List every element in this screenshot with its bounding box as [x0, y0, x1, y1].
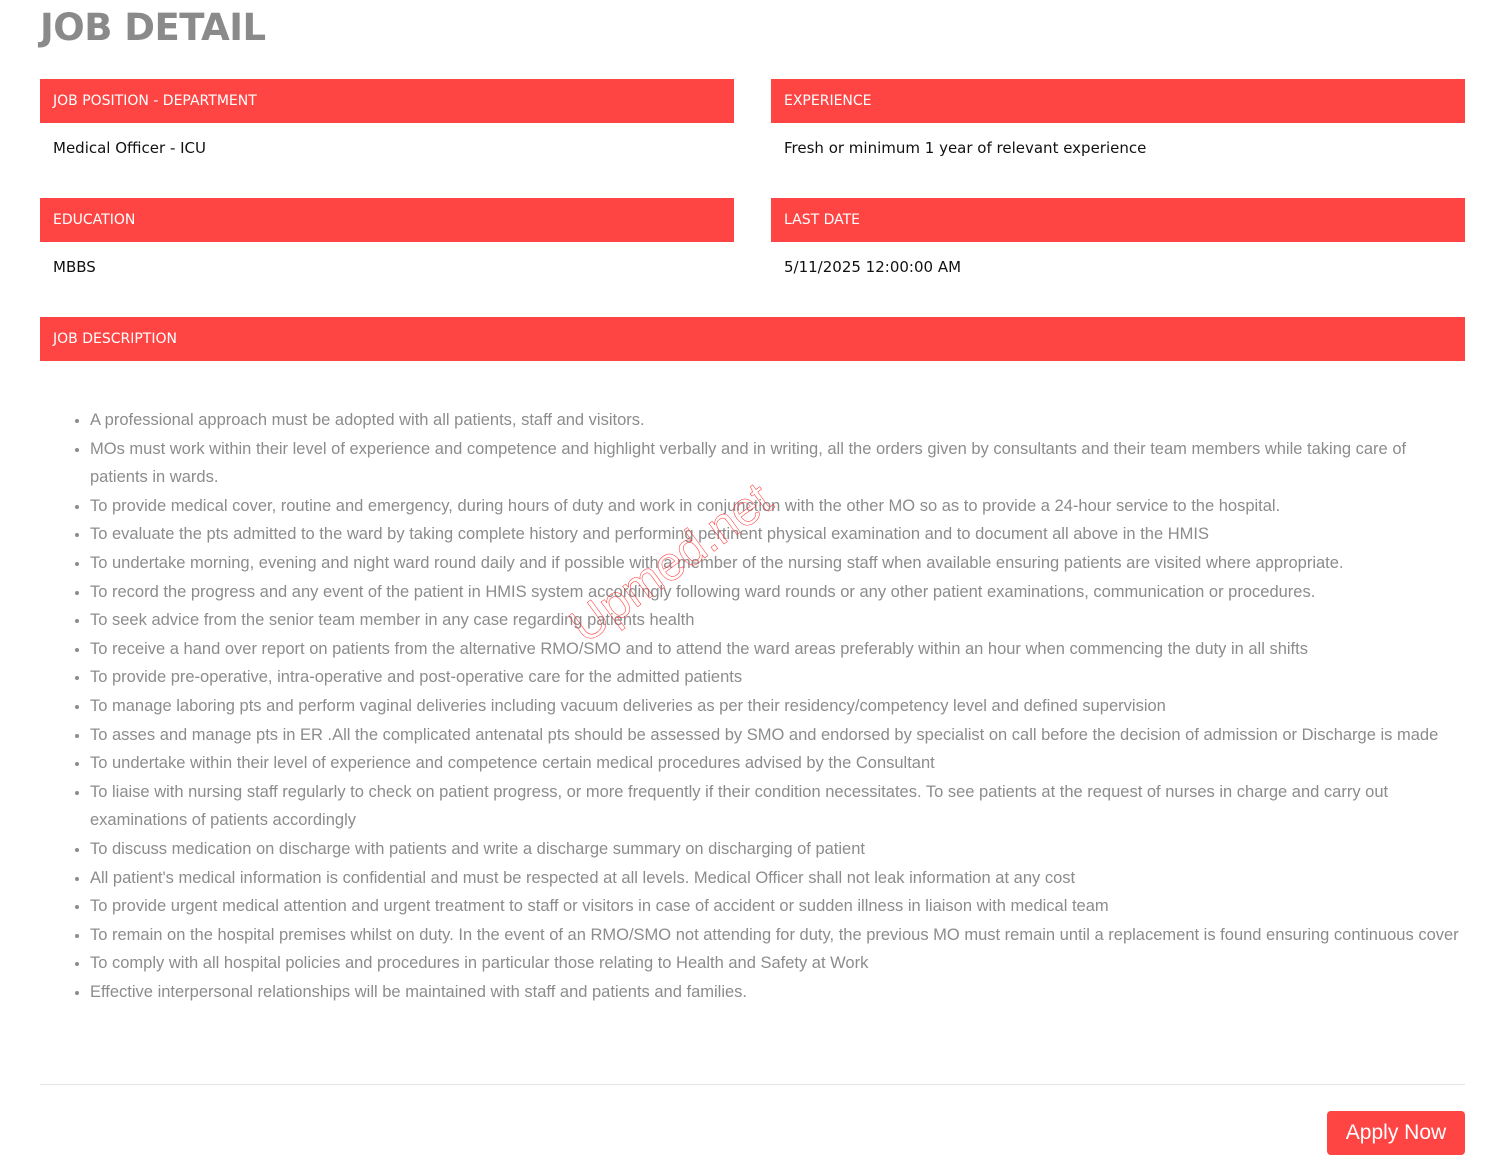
experience-value: Fresh or minimum 1 year of relevant experience: [784, 139, 1147, 157]
watermark-logo: Upmed.net: [560, 472, 782, 654]
job-position-value: Medical Officer - ICU: [53, 139, 207, 157]
description-item: • All patient's medical information is confidential and must be respected at all levels. Medical Officer shall not leak information at any cost: [90, 864, 1460, 893]
description-item: • To provide urgent medical attention and urgent treatment to staff or visitors in case of accident or sudden illness in liaison with medical team: [90, 892, 1460, 921]
last-date-block: [771, 198, 1465, 278]
job-position-header: JOB POSITION - DEPARTMENT: [40, 79, 734, 123]
section-divider: [40, 1084, 1465, 1085]
experience-block: [771, 79, 1465, 159]
page-title: JOB DETAIL: [40, 6, 266, 49]
education-block: [40, 198, 734, 278]
description-item: • To provide medical cover, routine and emergency, during hours of duty and work in conjunction with the other MO so as to provide a 24-hour service to the hospital.: [90, 492, 1460, 521]
job-description-list: [40, 406, 1460, 1006]
description-item: • To record the progress and any event of the patient in HMIS system accordingly following ward rounds or any other patient examinations, communication or procedures.: [90, 578, 1460, 607]
education-value: MBBS: [53, 258, 96, 276]
description-item: • To receive a hand over report on patients from the alternative RMO/SMO and to attend the ward areas preferably within an hour when commencing the duty in all shifts: [90, 635, 1460, 664]
job-description-block: [40, 317, 1465, 361]
description-item: • To liaise with nursing staff regularly to check on patient progress, or more frequently if their condition necessitates. To see patients at the request of nurses in charge and carry out examinations of patients accordingly: [90, 778, 1460, 835]
description-item: • A professional approach must be adopted with all patients, staff and visitors.: [90, 406, 1460, 435]
description-item: • To undertake morning, evening and night ward round daily and if possible with a member of the nursing staff when available ensuring patients are visited where appropriate.: [90, 549, 1460, 578]
last-date-header: LAST DATE: [771, 198, 1465, 242]
apply-now-button[interactable]: Apply Now: [1327, 1111, 1465, 1155]
job-description-header: JOB DESCRIPTION: [40, 317, 1465, 361]
education-header: EDUCATION: [40, 198, 734, 242]
description-item: • To provide pre-operative, intra-operative and post-operative care for the admitted patients: [90, 663, 1460, 692]
description-item: • To undertake within their level of experience and competence certain medical procedures advised by the Consultant: [90, 749, 1460, 778]
description-item: • To discuss medication on discharge with patients and write a discharge summary on discharging of patient: [90, 835, 1460, 864]
experience-header: EXPERIENCE: [771, 79, 1465, 123]
description-item: • To seek advice from the senior team member in any case regarding patients health: [90, 606, 1460, 635]
description-item: • To evaluate the pts admitted to the ward by taking complete history and performing pertinent physical examination and to document all above in the HMIS: [90, 520, 1460, 549]
description-item: • To asses and manage pts in ER .All the complicated antenatal pts should be assessed by SMO and endorsed by specialist on call before the decision of admission or Discharge is made: [90, 721, 1460, 750]
job-position-block: [40, 79, 734, 159]
last-date-value: 5/11/2025 12:00:00 AM: [784, 258, 962, 276]
description-item: • MOs must work within their level of experience and competence and highlight verbally and in writing, all the orders given by consultants and their team members while taking care of patients in wards.: [90, 435, 1460, 492]
description-item: • To comply with all hospital policies and procedures in particular those relating to Health and Safety at Work: [90, 949, 1460, 978]
description-item: • To manage laboring pts and perform vaginal deliveries including vacuum deliveries as per their residency/competency level and defined supervision: [90, 692, 1460, 721]
description-item: • Effective interpersonal relationships will be maintained with staff and patients and families.: [90, 978, 1460, 1007]
description-item: • To remain on the hospital premises whilst on duty. In the event of an RMO/SMO not attending for duty, the previous MO must remain until a replacement is found ensuring continuous cover: [90, 921, 1460, 950]
